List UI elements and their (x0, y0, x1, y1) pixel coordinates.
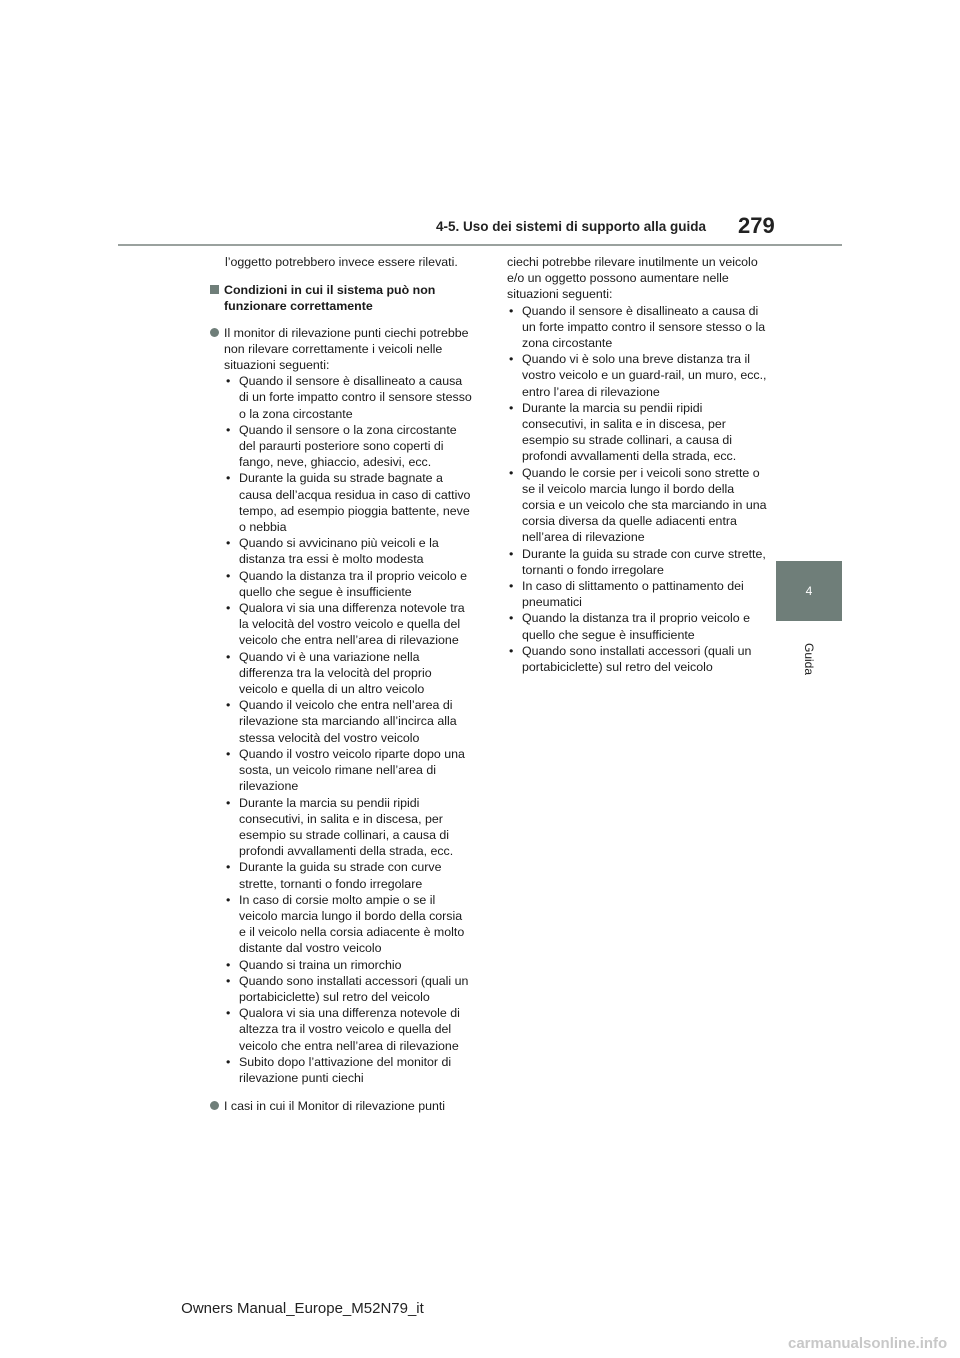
list-item: • Quando il sensore è disallineato a causa di un forte impatto contro il sensore stesso o la zona circostante (224, 373, 472, 422)
header-rule (118, 244, 842, 246)
watermark: carmanualsonline.info (788, 1335, 948, 1352)
left-column (210, 254, 472, 1114)
footer-doc-id: Owners Manual_Europe_M52N79_it (181, 1300, 424, 1317)
list-item: • Durante la marcia su pendii ripidi consecutivi, in salita e in discesa, per esempio su strade collinari, a causa di profondi avvallamenti della strada, ecc. (224, 795, 472, 860)
section-heading-text: Condizioni in cui il sistema può non funzionare correttamente (224, 283, 436, 314)
note-block (210, 325, 472, 1087)
list-item: • Subito dopo l’attivazione del monitor di rilevazione punti ciechi (224, 1054, 472, 1086)
false-detection-list (507, 303, 769, 676)
list-item: • Quando la distanza tra il proprio veicolo e quello che segue è insufficiente (224, 568, 472, 600)
list-item: • Quando il sensore o la zona circostante del paraurti posteriore sono coperti di fango, neve, ghiaccio, adesivi, ecc. (224, 422, 472, 471)
chapter-tab[interactable] (776, 561, 842, 621)
list-item: • Quando le corsie per i veicoli sono strette o se il veicolo marcia lungo il bordo della corsia e un veicolo che sta marciando in una corsia diversa da quelle adiacenti entra nell’area di rilevazione (507, 465, 769, 546)
list-item: • Quando sono installati accessori (quali un portabiciclette) sul retro del veicolo (507, 643, 769, 675)
note-block (210, 1098, 472, 1114)
chapter-label: Guida (802, 642, 816, 676)
list-item: • In caso di corsie molto ampie o se il veicolo marcia lungo il bordo della corsia e il veicolo nella corsia adiacente è molto distante dal vostro veicolo (224, 892, 472, 957)
square-bullet-icon (210, 285, 219, 294)
list-item: • Qualora vi sia una differenza notevole tra la velocità del vostro veicolo e quella del veicolo che entra nell’area di rilevazione (224, 600, 472, 649)
list-item: • Durante la guida su strade bagnate a causa dell’acqua residua in caso di cattivo tempo, ad esempio pioggia battente, neve o nebbia (224, 470, 472, 535)
list-item: • Quando sono installati accessori (quali un portabiciclette) sul retro del veicolo (224, 973, 472, 1005)
circle-bullet-icon (210, 328, 219, 337)
list-item: • Quando il vostro veicolo riparte dopo una sosta, un veicolo rimane nell’area di rilevazione (224, 746, 472, 795)
list-item: • Qualora vi sia una differenza notevole di altezza tra il vostro veicolo e quella del veicolo che entra nell’area di rilevazione (224, 1005, 472, 1054)
section-title: 4-5. Uso dei sistemi di supporto alla guida (436, 219, 707, 234)
list-item: • In caso di slittamento o pattinamento dei pneumatici (507, 578, 769, 610)
list-item: • Durante la guida su strade con curve strette, tornanti o fondo irregolare (507, 546, 769, 578)
list-item: • Quando la distanza tra il proprio veicolo e quello che segue è insufficiente (507, 610, 769, 642)
note-continuation: ciechi potrebbe rilevare inutilmente un veicolo e/o un oggetto possono aumentare nelle situazioni seguenti: (507, 255, 758, 302)
list-item: • Quando si traina un rimorchio (224, 957, 472, 973)
list-item: • Durante la marcia su pendii ripidi consecutivi, in salita e in discesa, per esempio su strade collinari, a causa di profondi avvallamenti della strada, ecc. (507, 400, 769, 465)
page-number: 279 (738, 213, 775, 238)
list-item: • Quando vi è una variazione nella differenza tra la velocità del proprio veicolo e quella di un altro veicolo (224, 649, 472, 698)
list-item: • Quando il sensore è disallineato a causa di un forte impatto contro il sensore stesso o la zona circostante (507, 303, 769, 352)
chapter-number: 4 (805, 584, 813, 598)
note-lead: I casi in cui il Monitor di rilevazione punti (224, 1099, 446, 1114)
intro-text: l’oggetto potrebbero invece essere rilevati. (225, 255, 458, 269)
condition-list (224, 373, 472, 1086)
circle-bullet-icon (210, 1101, 219, 1110)
note-lead: Il monitor di rilevazione punti ciechi potrebbe non rilevare correttamente i veicoli nelle situazioni seguenti: (224, 325, 469, 373)
list-item: • Quando si avvicinano più veicoli e la distanza tra essi è molto modesta (224, 535, 472, 567)
list-item: • Quando vi è solo una breve distanza tra il vostro veicolo e un guard-rail, un muro, ecc., entro l’area di rilevazione (507, 351, 769, 400)
section-heading (210, 282, 472, 314)
list-item: • Quando il veicolo che entra nell’area di rilevazione sta marciando all’incirca alla stessa velocità del vostro veicolo (224, 697, 472, 746)
list-item: • Durante la guida su strade con curve strette, tornanti o fondo irregolare (224, 859, 472, 891)
right-column (507, 254, 769, 675)
